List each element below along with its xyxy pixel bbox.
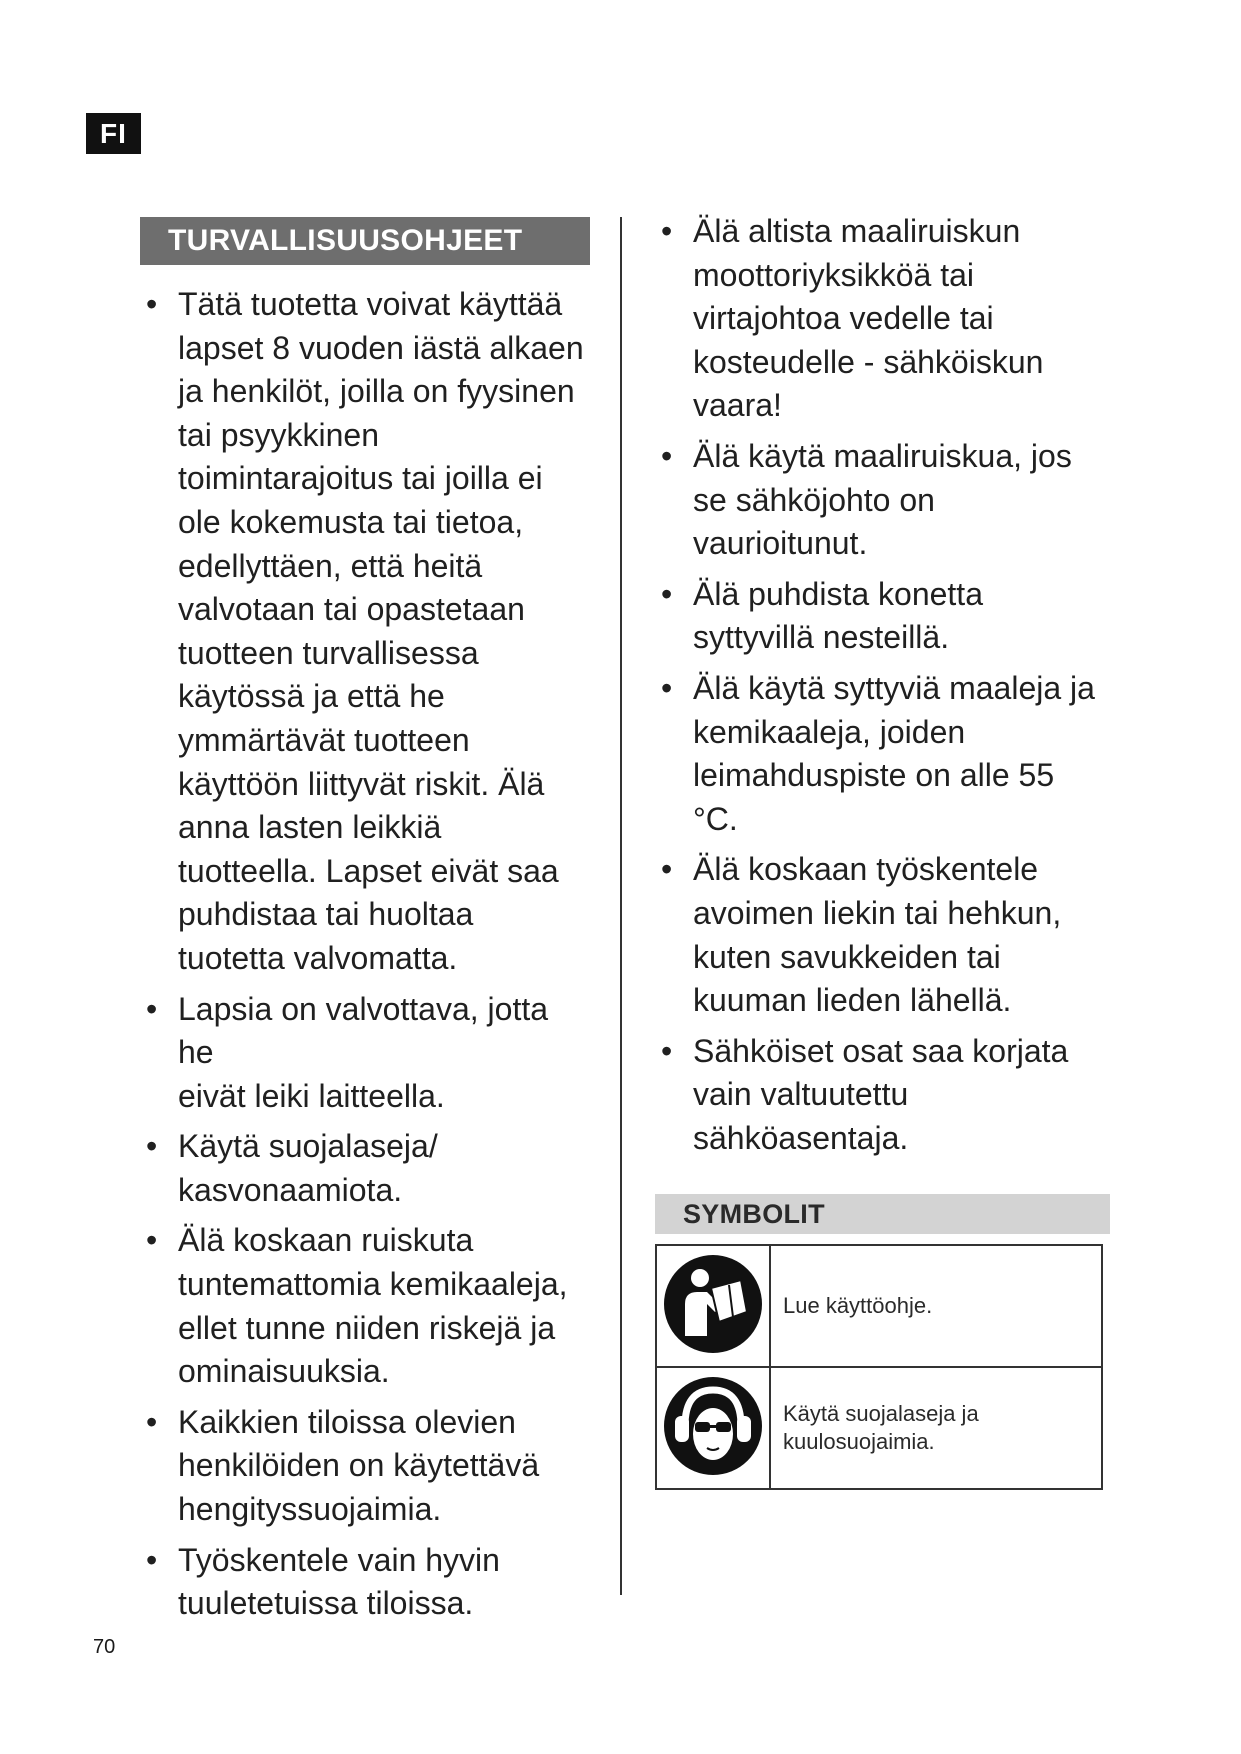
list-item: • Älä koskaan työskentele avoimen liekin tai hehkun, kuten savukkeiden tai kuuman lieden lähellä.: [661, 851, 1062, 1019]
list-item: • Älä käytä maaliruiskua, jos se sähköjohto on vaurioitunut.: [661, 437, 1072, 562]
safety-instructions-column: [140, 217, 590, 1633]
symbol-icon-cell: [656, 1367, 770, 1489]
symbol-description: Lue käyttöohje.: [770, 1245, 1102, 1367]
safety-instructions-title: TURVALLISUUSOHJEET: [140, 217, 590, 265]
list-item: • Kaikkien tiloissa olevien henkilöiden on käytettävä hengityssuojaimia.: [146, 1403, 540, 1528]
list-item: • Älä puhdista konetta syttyvillä nesteillä.: [661, 575, 983, 656]
list-item: • Älä koskaan ruiskuta tuntemattomia kemikaaleja, ellet tunne niiden riskejä ja ominaisuuksia.: [146, 1222, 568, 1390]
symbols-table: [655, 1244, 1103, 1490]
safety-instructions-list-continued: [655, 210, 1110, 1160]
list-item: • Lapsia on valvottava, jotta he eivät leiki laitteella.: [146, 990, 549, 1114]
list-item: • Älä käytä syttyviä maaleja ja kemikaaleja, joiden leimahduspiste on alle 55 °C.: [661, 669, 1095, 837]
list-item: • Sähköiset osat saa korjata vain valtuutettu sähköasentaja.: [661, 1032, 1069, 1156]
table-row: [656, 1245, 1102, 1367]
table-row: [656, 1367, 1102, 1489]
list-item: • Käytä suojalaseja/ kasvonaamiota.: [146, 1128, 438, 1208]
list-item: • Työskentele vain hyvin tuuletetuissa tiloissa.: [146, 1541, 500, 1622]
symbols-section: [655, 1194, 1110, 1490]
safety-instructions-continued-column: [655, 210, 1110, 1490]
read-manual-icon: [663, 1254, 763, 1354]
column-divider: [620, 217, 622, 1595]
symbol-icon-cell: [656, 1245, 770, 1367]
symbol-description: Käytä suojalaseja ja kuulosuojaimia.: [770, 1367, 1102, 1489]
symbols-title: SYMBOLIT: [655, 1194, 1110, 1234]
list-item: • Älä altista maaliruiskun moottoriyksikköä tai virtajohtoa vedelle tai kosteudelle - sähköiskun vaara!: [661, 213, 1044, 424]
safety-glasses-ear-protection-icon: [663, 1376, 763, 1476]
page-number: 70: [93, 1636, 116, 1658]
safety-instructions-list: [140, 283, 590, 1626]
language-tag: FI: [86, 113, 141, 154]
list-item: • Tätä tuotetta voivat käyttää lapset 8 vuoden iästä alkaen ja henkilöt, joilla on fyysinen tai psyykkinen toimintarajoitus tai joilla ei ole kokemusta tai tietoa, edellyttäen, että heitä valvotaan tai opastetaan tuotteen turvallisessa käytössä ja että he ymmärtävät tuotteen käyttöön liittyvät riskit. Älä anna lasten leikkiä tuotteella. Lapset eivät saa puhdistaa tai huoltaa tuotetta valvomatta.: [146, 286, 584, 976]
